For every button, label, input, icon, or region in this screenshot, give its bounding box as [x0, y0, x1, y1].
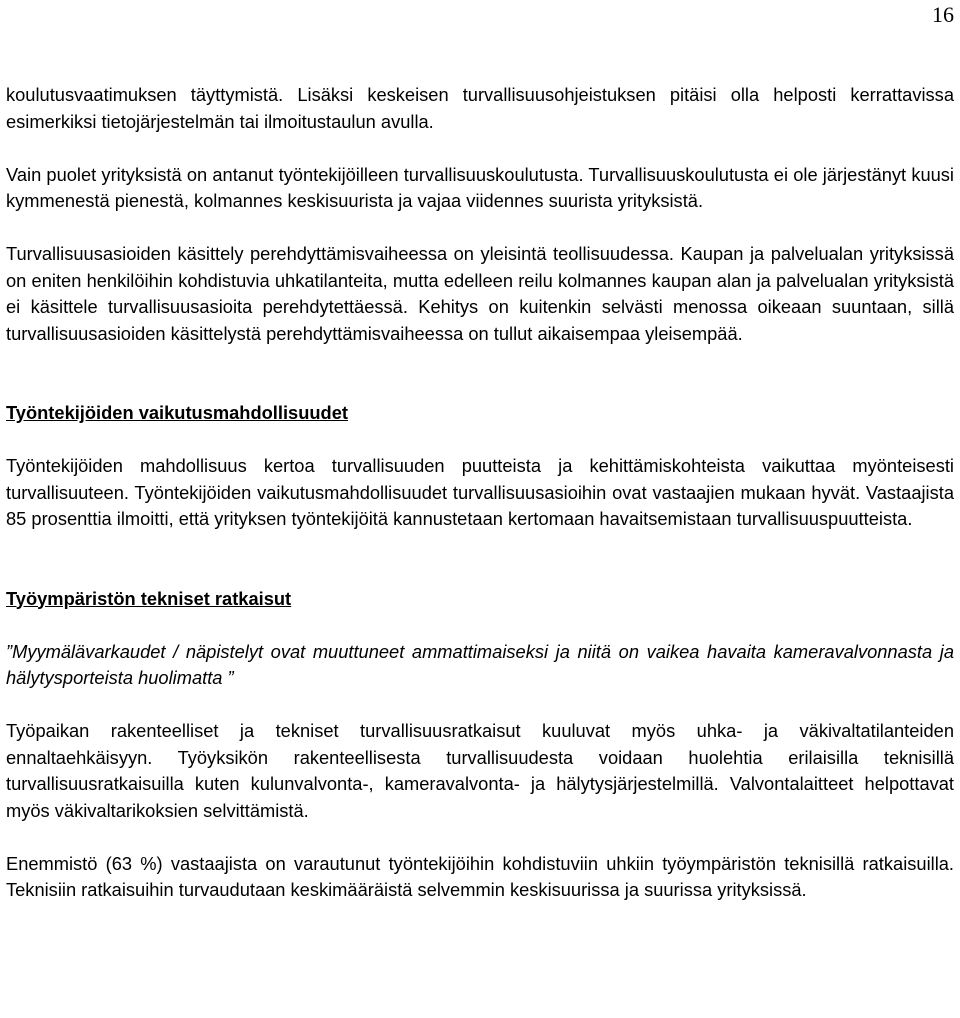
paragraph-security-training: Vain puolet yrityksistä on antanut työntekijöilleen turvallisuuskoulutusta. Turvallisuuskoulutusta ei ole järjestänyt kuusi kymmenestä pienestä, kolmannes keskisuurista ja vajaa viidennes suurista yrityksistä. — [6, 163, 954, 211]
quote-shoplifting: ”Myymälävarkaudet / näpistelyt ovat muuttuneet ammattimaiseksi ja niitä on vaikea havaita kameravalvonnasta ja hälytysporteista huolimatta ” — [6, 640, 954, 688]
paragraph-structural-solutions: Työpaikan rakenteelliset ja tekniset turvallisuusratkaisut kuuluvat myös uhka- ja väkivaltatilanteiden ennaltaehkäisyyn. Työyksikön rakenteellisesta turvallisuudesta voidaan huolehtia erilaisilla teknisillä turvallisuusratkaisuilla kuten kulunvalvonta-, kameravalvonta- ja hälytysjärjestelmillä. Valvontalaitteet helpottavat myös väkivaltarikoksien selvittämistä. — [6, 720, 954, 821]
section-heading-technical-solutions: Työympäristön tekniset ratkaisut — [6, 587, 292, 609]
section-heading-influence: Työntekijöiden vaikutusmahdollisuudet — [6, 402, 348, 423]
paragraph-employee-influence: Työntekijöiden mahdollisuus kertoa turvallisuuden puutteista ja kehittämiskohteista vaikuttaa myönteisesti turvallisuuteen. Työntekijöiden vaikutusmahdollisuudet turvallisuusasioihin ovat vastaajien mukaan hyvät. Vastaajista 85 prosenttia ilmoitti, että yrityksen työntekijöitä kannustetaan kertomaan havaitsemistaan turvallisuuspuutteista. — [6, 455, 954, 529]
paragraph-orientation: Turvallisuusasioiden käsittely perehdyttämisvaiheessa on yleisintä teollisuudessa. Kaupan ja palvelualan yrityksissä on eniten henkilöihin kohdistuvia uhkatilanteita, mutta edelleen reilu kolmannes kaupan alan ja palvelualan yrityksistä ei käsittele turvallisuusasioita perehdytettäessä. Kehitys on kuitenkin selvästi menossa oikeaan suuntaan, sillä turvallisuusasioiden käsittelystä perehdyttämisvaiheessa on tullut aikaisempaa yleisempää. — [6, 243, 954, 344]
page-content — [6, 82, 954, 904]
paragraph-majority-prepared: Enemmistö (63 %) vastaajista on varautunut työntekijöihin kohdistuviin uhkiin työympäristön teknisillä ratkaisuilla. Teknisiin ratkaisuihin turvaudutaan keskimääräistä selvemmin keskisuurissa ja suurissa yrityksissä. — [6, 852, 954, 900]
paragraph-training-requirements: koulutusvaatimuksen täyttymistä. Lisäksi keskeisen turvallisuusohjeistuksen pitäisi olla helposti kerrattavissa esimerkiksi tietojärjestelmän tai ilmoitustaulun avulla. — [6, 84, 954, 132]
page-number: 16 — [932, 2, 954, 27]
